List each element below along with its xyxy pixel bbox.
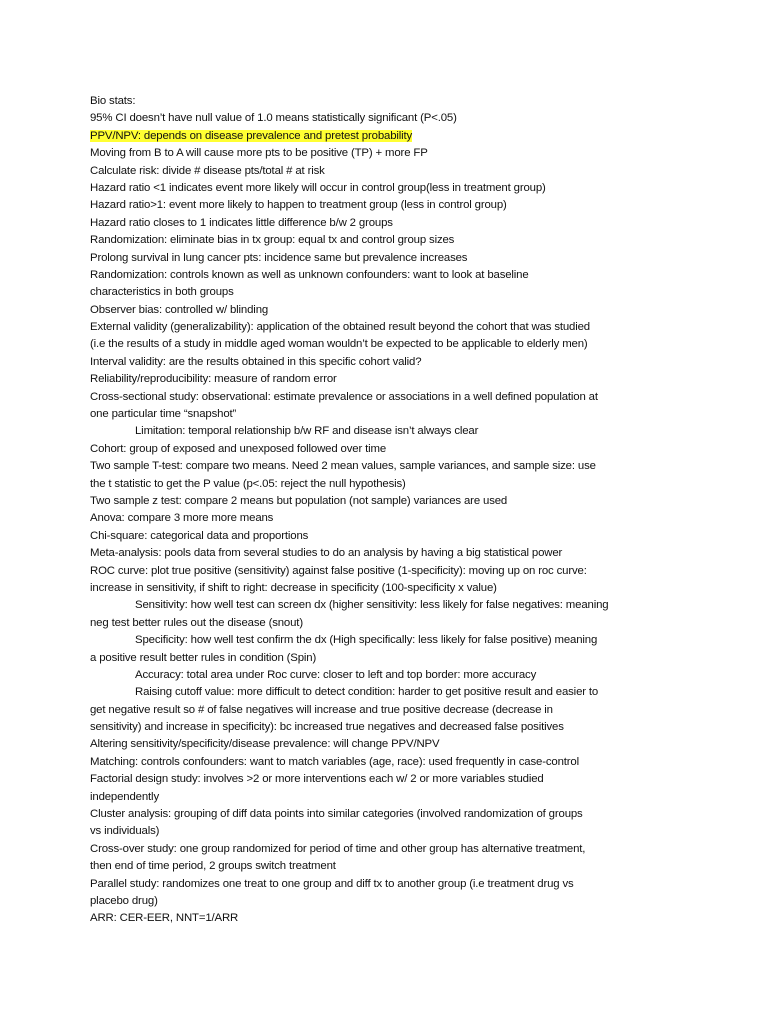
text-line — [90, 667, 690, 684]
text-line — [90, 876, 690, 893]
text-line — [90, 319, 690, 336]
text-line — [90, 389, 690, 406]
line-text: vs individuals) — [90, 825, 160, 838]
text-line — [90, 163, 690, 180]
line-text: Randomization: controls known as well as unknown confounders: want to look at baseline — [90, 268, 529, 281]
text-line — [90, 702, 690, 719]
line-text: then end of time period, 2 groups switch treatment — [90, 860, 336, 873]
line-text: External validity (generalizability): application of the obtained result beyond the cohort that was studied — [90, 321, 590, 334]
line-text: Raising cutoff value: more difficult to detect condition: harder to get positive result and easier to — [135, 686, 599, 699]
text-line — [90, 93, 690, 110]
line-text: Calculate risk: divide # disease pts/total # at risk — [90, 164, 325, 177]
text-line — [90, 858, 690, 875]
text-line — [90, 302, 690, 319]
line-text: Two sample z test: compare 2 means but population (not sample) variances are used — [90, 494, 508, 507]
text-line — [90, 528, 690, 545]
text-line — [90, 789, 690, 806]
line-text: Reliability/reproducibility: measure of random error — [90, 373, 337, 386]
line-text: ROC curve: plot true positive (sensitivity) against false positive (1-specificity): moving up on roc curve: — [90, 564, 587, 577]
line-text: Randomization: eliminate bias in tx group: equal tx and control group sizes — [90, 234, 455, 247]
text-line — [90, 267, 690, 284]
line-text: sensitivity) and increase in specificity): bc increased true negatives and decreased false positives — [90, 721, 564, 734]
text-line — [90, 441, 690, 458]
line-text: Parallel study: randomizes one treat to one group and diff tx to another group (i.e treatment drug vs — [90, 877, 574, 890]
text-line — [90, 545, 690, 562]
line-text: increase in sensitivity, if shift to right: decrease in specificity (100-specificity x value) — [90, 581, 497, 594]
text-line — [90, 510, 690, 527]
line-text: Chi-square: categorical data and proportions — [90, 529, 309, 542]
highlighted-text: PPV/NPV: depends on disease prevalence and pretest probability — [90, 129, 413, 142]
line-text: Two sample T-test: compare two means. Need 2 mean values, sample variances, and sample size: use — [90, 460, 596, 473]
line-text: Moving from B to A will cause more pts to be positive (TP) + more FP — [90, 147, 428, 160]
line-text: Limitation: temporal relationship b/w RF and disease isn’t always clear — [135, 425, 479, 438]
text-line — [90, 145, 690, 162]
text-line — [90, 650, 690, 667]
text-line — [90, 250, 690, 267]
text-line — [90, 215, 690, 232]
text-line — [90, 615, 690, 632]
text-line — [90, 910, 690, 927]
text-line — [90, 197, 690, 214]
line-text: Cluster analysis: grouping of diff data points into similar categories (involved randomization of groups — [90, 808, 583, 821]
text-line — [90, 284, 690, 301]
line-text: Sensitivity: how well test can screen dx (higher sensitivity: less likely for false negatives: meaning — [135, 599, 609, 612]
text-line — [90, 893, 690, 910]
line-text: 95% CI doesn’t have null value of 1.0 means statistically significant (P<.05) — [90, 112, 457, 125]
text-line — [90, 458, 690, 475]
line-text: Factorial design study: involves >2 or more interventions each w/ 2 or more variables studied — [90, 773, 544, 786]
text-line — [90, 563, 690, 580]
text-line — [90, 823, 690, 840]
line-text: Hazard ratio>1: event more likely to happen to treatment group (less in control group) — [90, 199, 507, 212]
line-text: Cross-over study: one group randomized for period of time and other group has alternative treatment, — [90, 842, 586, 855]
text-line — [90, 493, 690, 510]
line-text: (i.e the results of a study in middle aged woman wouldn’t be expected to be applicable to elderly men) — [90, 338, 588, 351]
line-text: Anova: compare 3 more more means — [90, 512, 274, 525]
text-line — [90, 771, 690, 788]
line-text: Cross-sectional study: observational: estimate prevalence or associations in a well defined population at — [90, 390, 598, 403]
line-text: get negative result so # of false negatives will increase and true positive decrease (decrease in — [90, 703, 553, 716]
line-text: Altering sensitivity/specificity/disease prevalence: will change PPV/NPV — [90, 738, 440, 751]
line-text: Meta-analysis: pools data from several studies to do an analysis by having a big statistical power — [90, 547, 563, 560]
text-line — [90, 406, 690, 423]
line-text: Bio stats: — [90, 95, 136, 107]
text-line — [90, 754, 690, 771]
line-text: ARR: CER-EER, NNT=1/ARR — [90, 912, 239, 925]
text-line — [90, 841, 690, 858]
line-text: placebo drug) — [90, 894, 158, 907]
line-text: Observer bias: controlled w/ blinding — [90, 303, 269, 316]
text-line — [90, 719, 690, 736]
line-text: the t statistic to get the P value (p<.05: reject the null hypothesis) — [90, 477, 406, 490]
line-text: Matching: controls confounders: want to match variables (age, race): used frequently in case-control — [90, 755, 579, 768]
line-text: a positive result better rules in condition (Spin) — [90, 651, 317, 664]
line-text: Interval validity: are the results obtained in this specific cohort valid? — [90, 355, 422, 368]
line-text: Hazard ratio <1 indicates event more likely will occur in control group(less in treatment group) — [90, 181, 546, 194]
text-line — [90, 336, 690, 353]
document-body — [90, 93, 690, 928]
text-line — [90, 371, 690, 388]
text-line — [90, 128, 690, 145]
line-text: one particular time “snapshot” — [90, 408, 237, 421]
text-line — [90, 684, 690, 701]
text-line — [90, 736, 690, 753]
text-line — [90, 180, 690, 197]
text-line — [90, 632, 690, 649]
text-line — [90, 423, 690, 440]
text-line — [90, 580, 690, 597]
text-line — [90, 110, 690, 127]
text-line — [90, 232, 690, 249]
line-text: Prolong survival in lung cancer pts: incidence same but prevalence increases — [90, 251, 468, 264]
line-text: independently — [90, 790, 159, 803]
line-text: Cohort: group of exposed and unexposed followed over time — [90, 442, 387, 455]
line-text: Accuracy: total area under Roc curve: closer to left and top border: more accuracy — [135, 668, 537, 681]
text-line — [90, 354, 690, 371]
line-text: Specificity: how well test confirm the dx (High specifically: less likely for false positive) meaning — [135, 634, 598, 647]
line-text: Hazard ratio closes to 1 indicates little difference b/w 2 groups — [90, 216, 393, 229]
line-text: neg test better rules out the disease (snout) — [90, 616, 303, 629]
text-line — [90, 806, 690, 823]
text-line — [90, 597, 690, 614]
line-text: characteristics in both groups — [90, 286, 234, 299]
text-line — [90, 476, 690, 493]
